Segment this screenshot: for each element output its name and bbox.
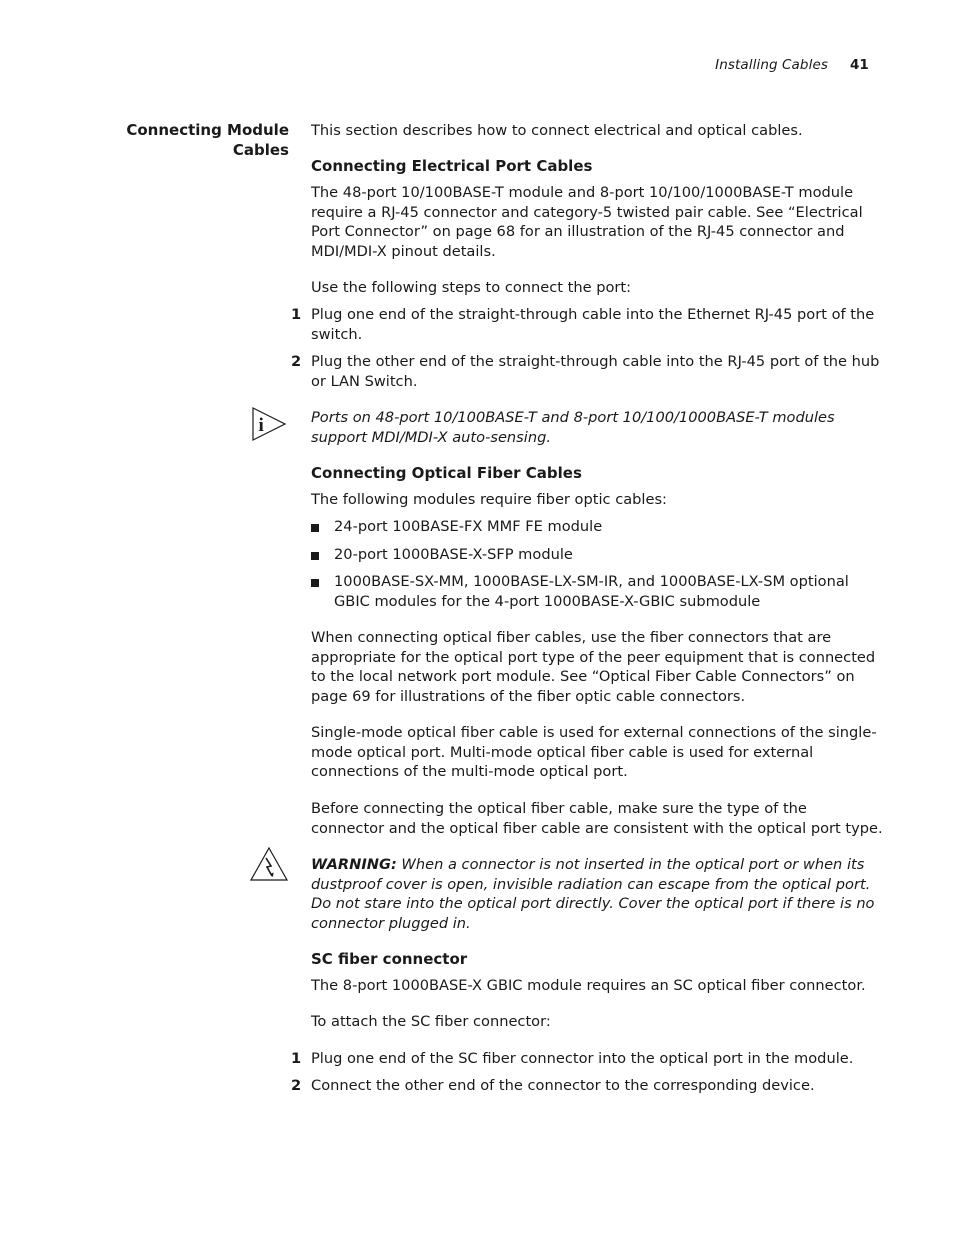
section-heading-line-2: Cables: [232, 140, 289, 159]
optical-paragraph-2: Single-mode optical fiber cable is used for external connections of the single-mode optical port. Multi-mode optical fiber cable is used for external connections of the multi-mode optical port.: [311, 724, 877, 781]
step-number: 1: [291, 1050, 302, 1067]
page-number: 41: [850, 57, 869, 73]
step-text: Connect the other end of the connector to the corresponding device.: [311, 1077, 815, 1094]
step-item: [291, 1076, 883, 1096]
optical-heading: Connecting Optical Fiber Cables: [311, 464, 582, 482]
electrical-steps-intro: Use the following steps to connect the port:: [311, 279, 632, 296]
step-number: 2: [291, 1077, 302, 1094]
bullet-text: 20-port 1000BASE-X-SFP module: [334, 546, 573, 563]
running-header-title: Installing Cables: [715, 57, 828, 73]
bullet-marker: [311, 552, 319, 560]
step-item: [291, 1049, 883, 1069]
sc-steps-intro: To attach the SC fiber connector:: [311, 1013, 551, 1030]
step-item: [291, 305, 883, 344]
electrical-paragraph: The 48-port 10/100BASE-T module and 8-port 10/100/1000BASE-T module require a RJ-45 connector and category-5 twisted pair cable. See “Electrical Port Connector” on page 68 for an illustration of the RJ-45 connector and MDI/MDI-X pinout details.: [311, 184, 863, 260]
section-heading-line-1: Connecting Module: [126, 121, 289, 139]
note-text: Ports on 48-port 10/100BASE-T and 8-port 10/100/1000BASE-T modules support MDI/MDI-X auto-sensing.: [311, 409, 835, 446]
bullet-text: 1000BASE-SX-MM, 1000BASE-LX-SM-IR, and 1000BASE-LX-SM optional GBIC modules for the 4-port 1000BASE-X-GBIC submodule: [334, 573, 849, 610]
sc-paragraph: The 8-port 1000BASE-X GBIC module requires an SC optical fiber connector.: [311, 977, 866, 994]
bullet-text: 24-port 100BASE-FX MMF FE module: [334, 518, 603, 535]
step-text: Plug the other end of the straight-through cable into the RJ-45 port of the hub or LAN Switch.: [311, 353, 880, 390]
step-number: 1: [291, 306, 302, 323]
section-heading: [120, 121, 289, 160]
bullet-marker: [311, 524, 319, 532]
warning-label: WARNING:: [311, 856, 397, 873]
step-text: Plug one end of the straight-through cable into the Ethernet RJ-45 port of the switch.: [311, 306, 875, 343]
optical-paragraph-3: Before connecting the optical fiber cable, make sure the type of the connector and the optical fiber cable are consistent with the optical port type.: [311, 800, 883, 837]
svg-text:i: i: [258, 415, 264, 436]
info-icon: [250, 405, 288, 443]
sc-heading: SC fiber connector: [311, 950, 468, 968]
step-item: [291, 352, 883, 391]
warning-body: When a connector is not inserted in the optical port or when its dustproof cover is open, invisible radiation can escape from the optical port. Do not stare into the optical port directly. Cover the optical port if there is no connector plugged in.: [311, 856, 875, 932]
warning-lightning-icon: [249, 846, 289, 882]
step-text: Plug one end of the SC fiber connector into the optical port in the module.: [311, 1050, 854, 1067]
bullet-marker: [311, 579, 319, 587]
optical-paragraph-1: When connecting optical fiber cables, use the fiber connectors that are appropriate for the optical port type of the peer equipment that is connected to the local network port module. See “Optical Fiber Cable Connectors” on page 69 for illustrations of the fiber optic cable connectors.: [311, 629, 876, 705]
electrical-heading: Connecting Electrical Port Cables: [311, 157, 593, 175]
optical-intro: The following modules require fiber optic cables:: [311, 491, 667, 508]
intro-paragraph: This section describes how to connect electrical and optical cables.: [311, 122, 803, 139]
step-number: 2: [291, 353, 302, 370]
warning-text: [311, 855, 883, 933]
